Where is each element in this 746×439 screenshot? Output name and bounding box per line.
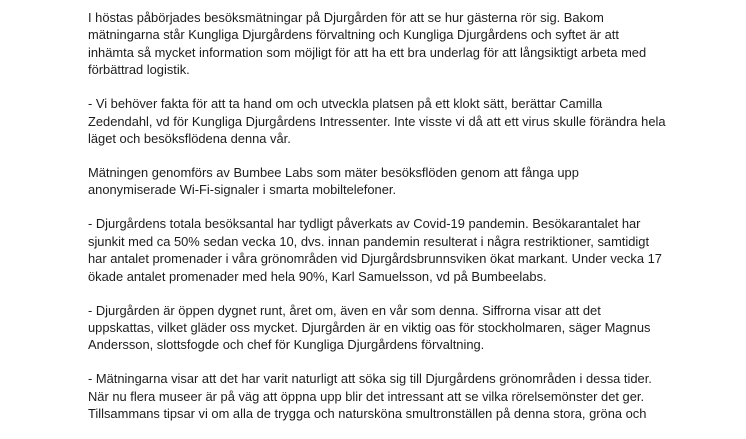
paragraph-quote-samuelsson: - Djurgårdens totala besöksantal har tydligt påverkats av Covid-19 pandemin. Besökarantalet har sjunkit med ca 50% sedan vecka 10, dvs. innan pandemin resulterat i några restriktioner, samtidigt har antalet promenader i våra grönområden vid Djurgårdsbrunnsviken ökat markant. Under vecka 17 ökade antalet promenader med hela 90%, Karl Samuelsson, vd på Bumbeelabs. [88, 216, 662, 284]
paragraph-measurement-method: Mätningen genomförs av Bumbee Labs som mäter besöksflöden genom att fånga upp anonymiserade Wi-Fi-signaler i smarta mobiltelefoner. [88, 165, 579, 198]
document-body [88, 9, 724, 439]
paragraph-quote-andersson: - Djurgården är öppen dygnet runt, året om, även en vår som denna. Siffrorna visar att det uppskattas, vilket gläder oss mycket. Djurgården är en viktig oas för stockholmaren, säger Magnus Andersson, slottsfogde och chef för Kungliga Djurgårdens förvaltning. [88, 302, 651, 353]
paragraph-intro: I höstas påbörjades besöksmätningar på Djurgården för att se hur gästerna rör sig. Bakom mätningarna står Kungliga Djurgårdens förvaltning och Kungliga Djurgårdens och syftet är att inhämta så mycket information som möjligt för att ha ett bra underlag för att långsiktigt arbeta med förbättrad logistik. [88, 10, 647, 78]
paragraph-conclusion: - Mätningarna visar att det har varit naturligt att söka sig till Djurgårdens grönområden i dessa tider. När nu flera museer är på väg att öppna upp blir det intressant att se vilka rörelsemönster det ger. Tillsammans tipsar vi om alla de trygga och natursköna smultronställen på denna stora, gröna och [88, 371, 652, 422]
paragraph-quote-zedendahl: - Vi behöver fakta för att ta hand om och utveckla platsen på ett klokt sätt, berättar Camilla Zedendahl, vd för Kungliga Djurgårdens Intressenter. Inte visste vi då att ett virus skulle förändra hela läget och besöksflödena denna vår. [88, 96, 666, 147]
